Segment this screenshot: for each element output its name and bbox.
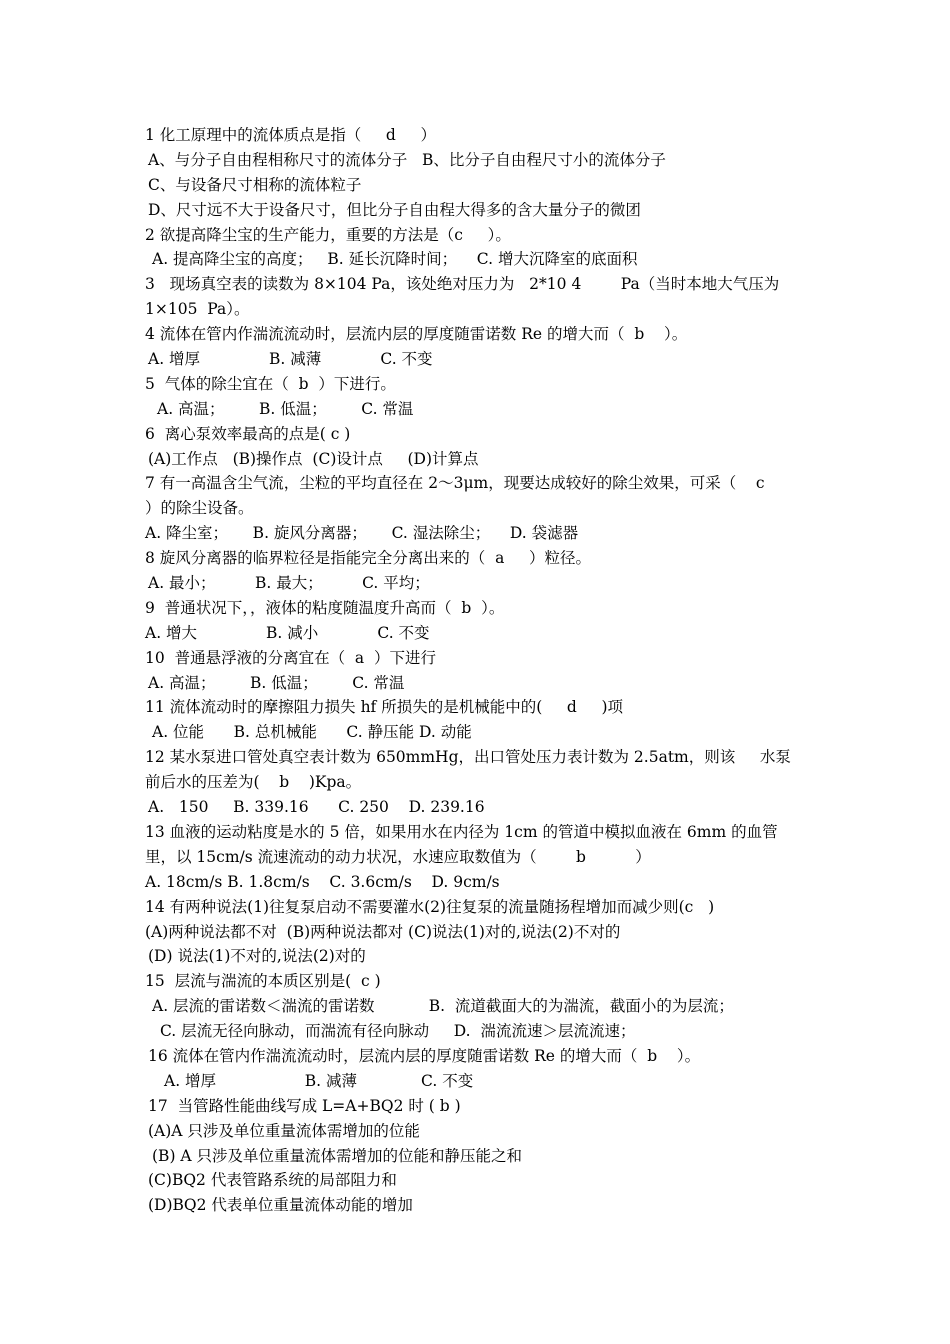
text-line: A. 18cm/s B. 1.8cm/s C. 3.6cm/s D. 9cm/s xyxy=(145,872,500,891)
text-line: 16 流体在管内作湍流流动时，层流内层的厚度随雷诺数 Re 的增大而（ b ）。 xyxy=(148,1046,701,1065)
text-line: A. 增厚 B. 减薄 C. 不变 xyxy=(148,350,433,369)
text-line: A. 位能 B. 总机械能 C. 静压能 D. 动能 xyxy=(152,723,472,742)
text-line: ）的除尘设备。 xyxy=(145,499,254,518)
text-line: D、尺寸远不大于设备尺寸，但比分子自由程大得多的含大量分子的微团 xyxy=(148,200,641,219)
text-line: (D) 说法(1)不对的,说法(2)对的 xyxy=(148,947,366,966)
text-line: A. 降尘室； B. 旋风分离器； C. 湿法除尘； D. 袋滤器 xyxy=(145,524,579,543)
text-line: A. 层流的雷诺数＜湍流的雷诺数 B. 流道截面大的为湍流，截面小的为层流； xyxy=(152,997,734,1016)
text-line: 3 现场真空表的读数为 8×104 Pa，该处绝对压力为 2*10 4 Pa（当时本地大气压为 xyxy=(145,275,780,294)
text-line: 6 离心泵效率最高的点是( c ) xyxy=(145,424,351,443)
text-line: 10 普通悬浮液的分离宜在（ a ）下进行 xyxy=(145,648,437,667)
text-line: (C)BQ2 代表管路系统的局部阻力和 xyxy=(148,1171,397,1190)
text-line: 17 当管路性能曲线写成 L=A+BQ2 时 ( b ) xyxy=(148,1096,461,1115)
text-line: 8 旋风分离器的临界粒径是指能完全分离出来的（ a ）粒径。 xyxy=(145,549,592,568)
text-line: (A)两种说法都不对 (B)两种说法都对 (C)说法(1)对的,说法(2)不对的 xyxy=(145,922,621,941)
text-line: A. 增厚 B. 减薄 C. 不变 xyxy=(164,1071,474,1090)
text-line: 9 普通状况下，，液体的粘度随温度升高而（ b ）。 xyxy=(145,598,505,617)
text-line: 11 流体流动时的摩擦阻力损失 hf 所损失的是机械能中的( d )项 xyxy=(145,698,624,717)
text-line: A. 150 B. 339.16 C. 250 D. 239.16 xyxy=(148,798,485,817)
text-line: 5 气体的除尘宜在（ b ）下进行。 xyxy=(145,374,396,393)
text-line: 15 层流与湍流的本质区别是( c ) xyxy=(145,972,381,991)
text-line: 4 流体在管内作湍流流动时，层流内层的厚度随雷诺数 Re 的增大而（ b ）。 xyxy=(145,325,688,344)
text-line: C. 层流无径向脉动，而湍流有径向脉动 D. 湍流流速＞层流流速； xyxy=(160,1022,636,1041)
text-line: A. 最小； B. 最大； C. 平均； xyxy=(148,574,430,593)
text-line: 1×105 Pa）。 xyxy=(145,300,250,319)
text-line: 14 有两种说法(1)往复泵启动不需要灌水(2)往复泵的流量随扬程增加而减少则(c ) xyxy=(145,897,715,916)
text-line: A. 高温； B. 低温； C. 常温 xyxy=(157,399,414,418)
text-line: A. 提高降尘宝的高度； B. 延长沉降时间； C. 增大沉降室的底面积 xyxy=(152,250,638,269)
text-line: (A)A 只涉及单位重量流体需增加的位能 xyxy=(148,1121,420,1140)
text-line: C、与设备尺寸相称的流体粒子 xyxy=(148,175,362,194)
text-line: (A)工作点 (B)操作点 (C)设计点 (D)计算点 xyxy=(148,449,479,468)
text-line: 1 化工原理中的流体质点是指（ d ） xyxy=(145,126,436,144)
text-line: 13 血液的运动粘度是水的 5 倍，如果用水在内径为 1cm 的管道中模拟血液在 6mm 的血管 xyxy=(145,822,778,841)
text-line: 12 某水泵进口管处真空表计数为 650mmHg，出口管处压力表计数为 2.5atm，则该 水泵 xyxy=(145,748,791,767)
text-line: 前后水的压差为( b )Kpa。 xyxy=(145,773,362,792)
text-line: (D)BQ2 代表单位重量流体动能的增加 xyxy=(148,1196,413,1215)
text-line: 2 欲提高降尘宝的生产能力，重要的方法是（c ）。 xyxy=(145,225,511,244)
text-line: 7 有一高温含尘气流，尘粒的平均直径在 2～3μm，现要达成较好的除尘效果，可采（ c xyxy=(145,474,765,493)
text-line: A、与分子自由程相称尺寸的流体分子 B、比分子自由程尺寸小的流体分子 xyxy=(148,150,666,169)
question-list xyxy=(0,123,950,1218)
text-line: (B) A 只涉及单位重量流体需增加的位能和静压能之和 xyxy=(152,1146,523,1165)
text-line: A. 高温； B. 低温； C. 常温 xyxy=(148,673,405,692)
text-line: 里，以 15cm/s 流速流动的动力状况，水速应取数值为（ b ） xyxy=(145,847,651,866)
text-line: A. 增大 B. 减小 C. 不变 xyxy=(145,623,430,642)
